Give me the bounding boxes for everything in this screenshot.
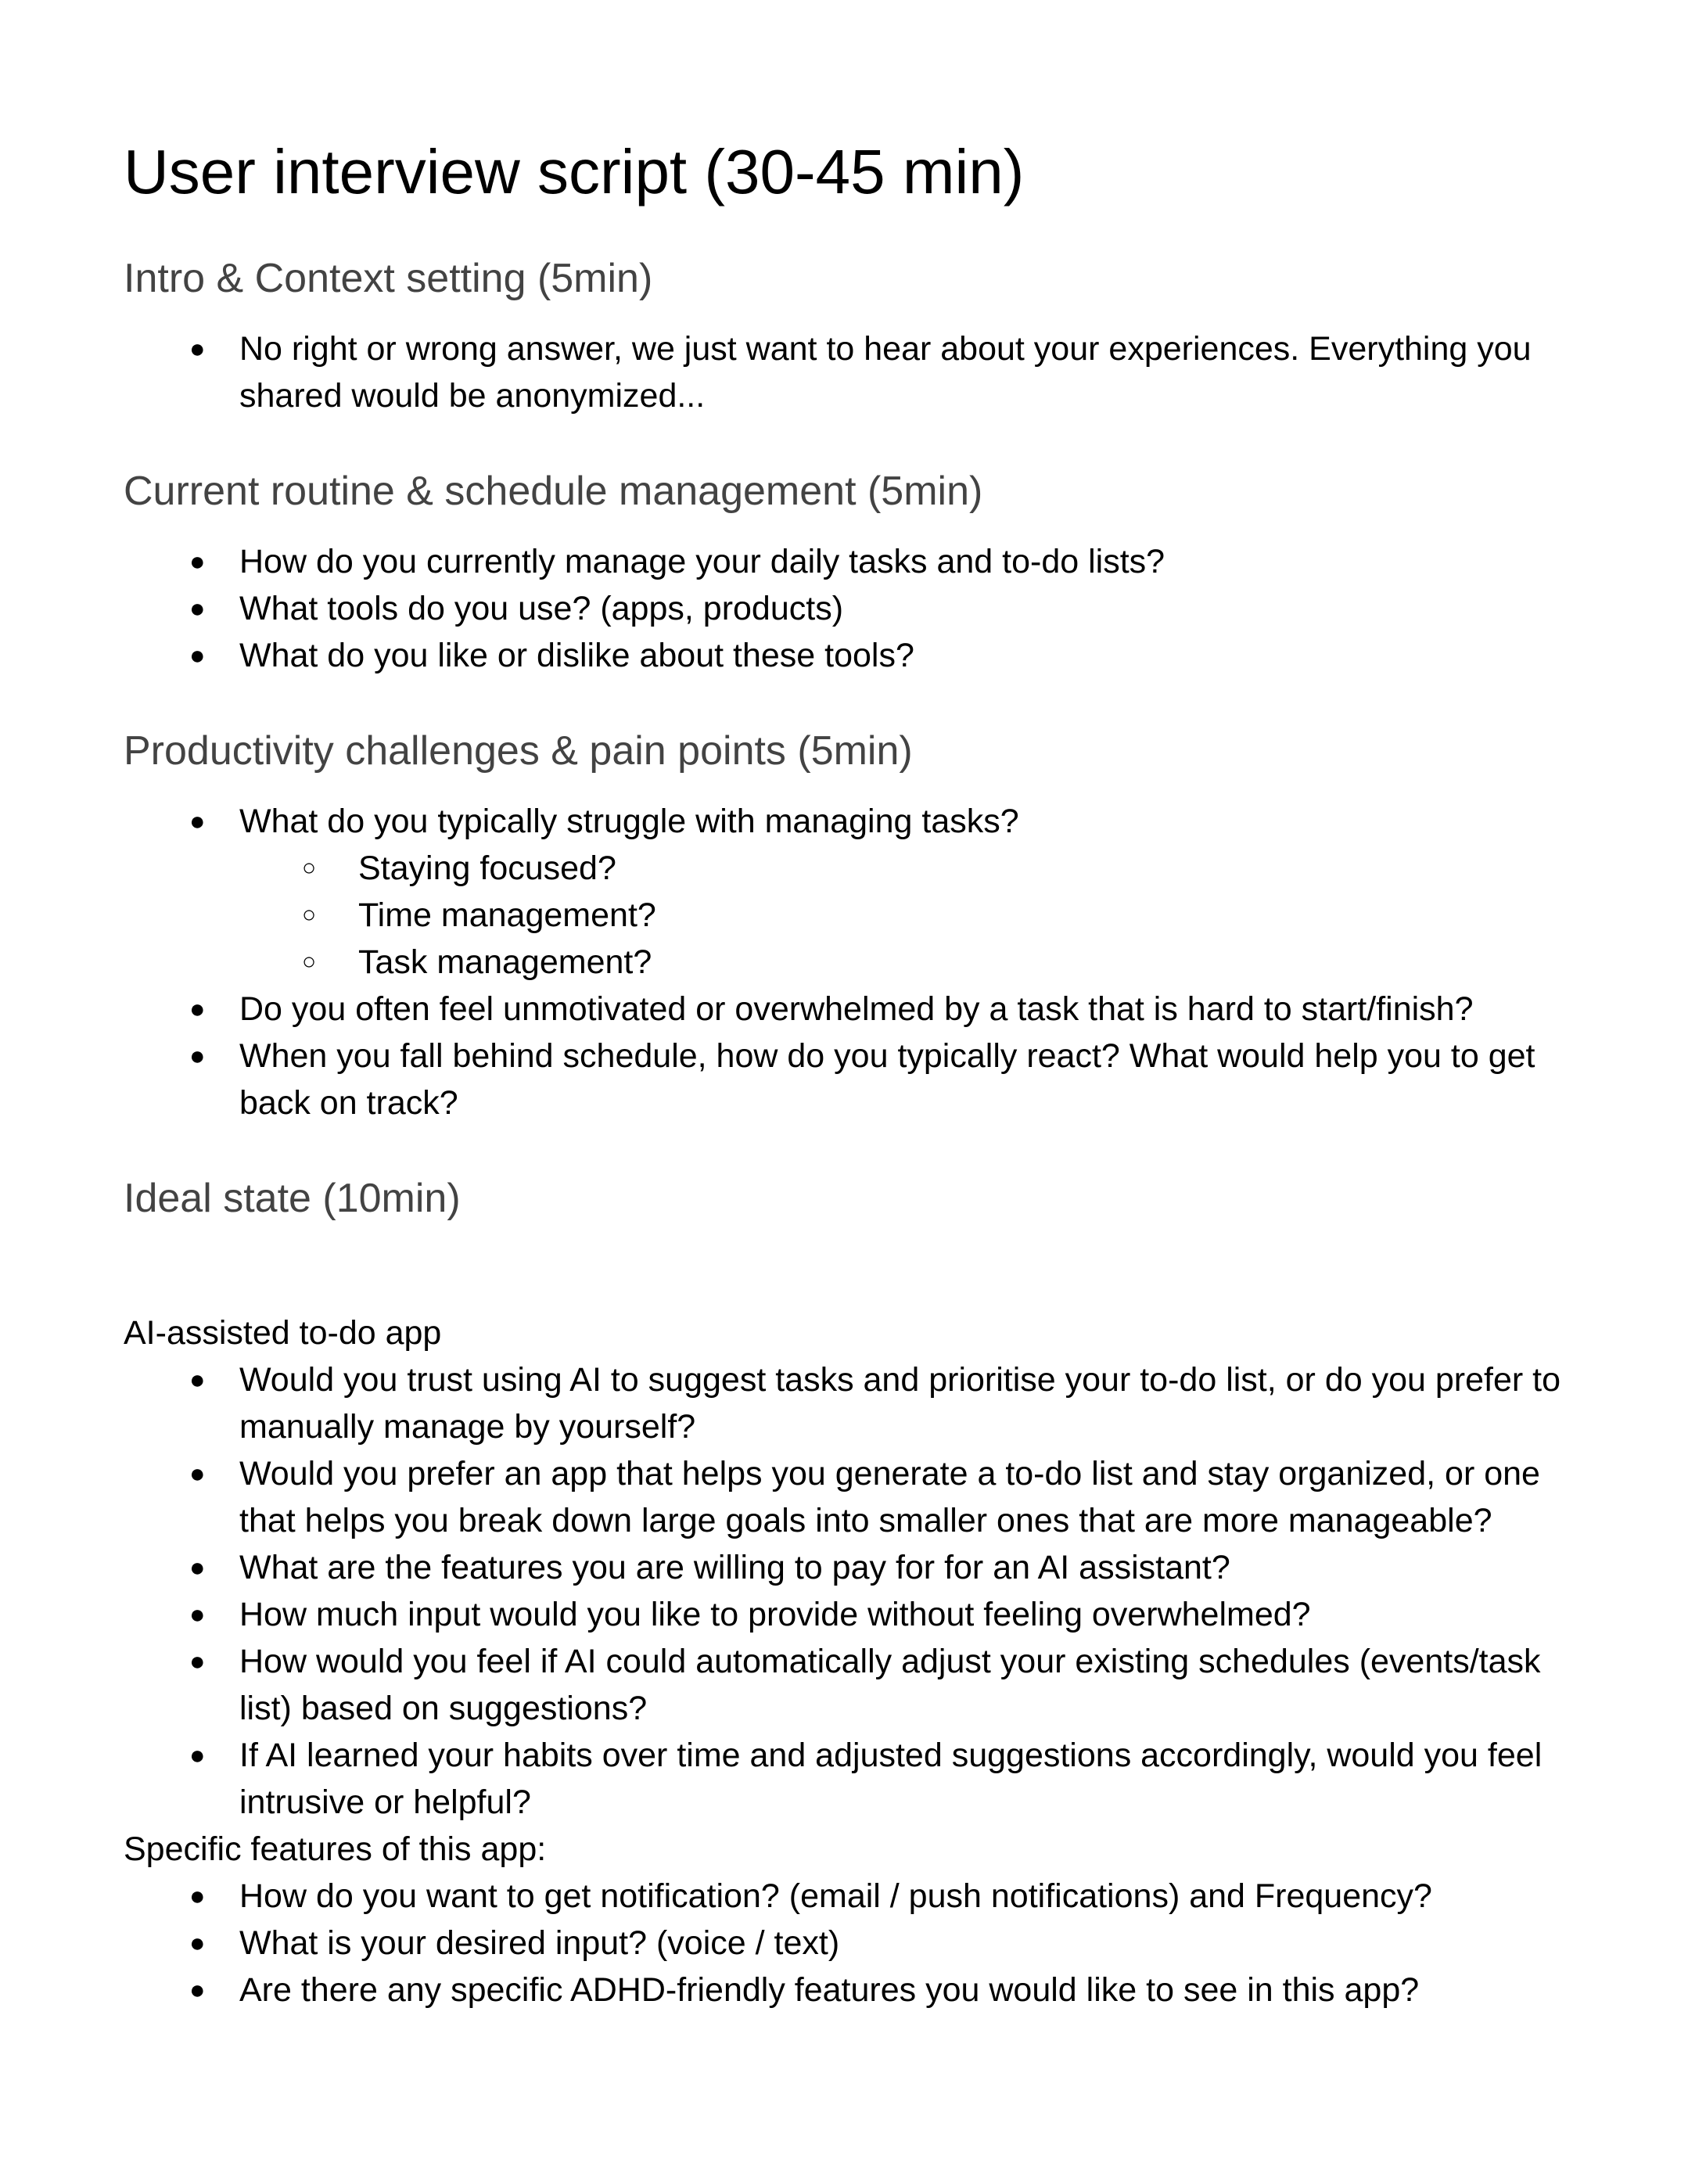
list-item	[124, 1356, 1594, 1450]
list-item	[124, 538, 1594, 585]
list-item	[124, 325, 1594, 419]
section-ideal-state	[124, 1178, 1594, 2013]
bullet-icon: ●	[189, 1975, 206, 2005]
list-item-text: What do you like or dislike about these tools?	[239, 637, 914, 674]
list-item	[124, 1920, 1594, 1967]
subsection-label: Specific features of this app:	[124, 1830, 547, 1868]
section-heading: Ideal state (10min)	[124, 1176, 461, 1221]
list-item	[124, 1450, 1594, 1544]
list-item	[124, 986, 1594, 1033]
section-intro	[124, 258, 1594, 419]
bullet-list	[124, 538, 1594, 679]
bullet-icon: ●	[189, 334, 206, 364]
bullet-icon: ●	[189, 1459, 206, 1489]
list-item-text: When you fall behind schedule, how do you typically react? What would help you to get back on track?	[239, 1037, 1535, 1122]
bullet-list	[124, 325, 1594, 419]
section-heading: Current routine & schedule management (5min)	[124, 469, 983, 514]
hollow-bullet-icon: ○	[302, 949, 317, 975]
bullet-icon: ●	[189, 806, 206, 836]
list-item-text: What are the features you are willing to pay for for an AI assistant?	[239, 1549, 1230, 1586]
hollow-bullet-icon: ○	[302, 902, 317, 928]
list-item-text: What do you typically struggle with managing tasks?	[239, 803, 1019, 840]
bullet-list	[124, 1356, 1594, 1826]
list-item	[124, 1732, 1594, 1826]
subsection-label: AI-assisted to-do app	[124, 1314, 442, 1352]
list-item-text: How would you feel if AI could automatically adjust your existing schedules (events/task list) based on suggestions?	[239, 1643, 1541, 1727]
sub-list-item	[124, 892, 1594, 939]
section-heading: Intro & Context setting (5min)	[124, 256, 653, 301]
bullet-list	[124, 1873, 1594, 2013]
list-item	[124, 1033, 1594, 1126]
bullet-icon: ●	[189, 1041, 206, 1071]
sub-list-item-text: Staying focused?	[358, 850, 616, 887]
list-item	[124, 798, 1594, 986]
list-item	[124, 1591, 1594, 1638]
bullet-icon: ●	[189, 1365, 206, 1395]
list-item	[124, 1967, 1594, 2013]
document-title: User interview script (30-45 min)	[124, 137, 1025, 207]
section-heading: Productivity challenges & pain points (5min)	[124, 728, 913, 774]
bullet-icon: ●	[189, 547, 206, 577]
list-item-text: Do you often feel unmotivated or overwhelmed by a task that is hard to start/finish?	[239, 990, 1474, 1028]
bullet-icon: ●	[189, 1928, 206, 1958]
list-item-text: How do you want to get notification? (email / push notifications) and Frequency?	[239, 1877, 1432, 1915]
section-current-routine	[124, 471, 1594, 679]
bullet-list	[124, 798, 1594, 1126]
bullet-icon: ●	[189, 1881, 206, 1911]
hollow-bullet-icon: ○	[302, 855, 317, 881]
bullet-icon: ●	[189, 594, 206, 623]
sub-list-item-text: Time management?	[358, 896, 656, 934]
list-item	[124, 1544, 1594, 1591]
bullet-icon: ●	[189, 1740, 206, 1770]
list-item-text: How much input would you like to provide without feeling overwhelmed?	[239, 1596, 1311, 1633]
list-item-text: How do you currently manage your daily tasks and to-do lists?	[239, 543, 1165, 580]
list-item	[124, 585, 1594, 632]
bullet-icon: ●	[189, 1647, 206, 1676]
list-item	[124, 632, 1594, 679]
spacer	[124, 1245, 1594, 1309]
list-item-text: Would you trust using AI to suggest tasks and prioritise your to-do list, or do you prefer to manually manage by yourself?	[239, 1361, 1561, 1446]
list-item-text: If AI learned your habits over time and adjusted suggestions accordingly, would you feel intrusive or helpful?	[239, 1737, 1543, 1821]
list-item-text: Would you prefer an app that helps you generate a to-do list and stay organized, or one that helps you break down large goals into smaller ones that are more manageable?	[239, 1455, 1540, 1539]
sub-bullet-list	[124, 845, 1594, 986]
list-item-text: Are there any specific ADHD-friendly features you would like to see in this app?	[239, 1971, 1420, 2009]
section-productivity-challenges	[124, 728, 1594, 1126]
list-item-text: No right or wrong answer, we just want to hear about your experiences. Everything you shared would be anonymized...	[239, 330, 1532, 415]
sub-list-item-text: Task management?	[358, 943, 652, 981]
sub-list-item	[124, 845, 1594, 892]
list-item	[124, 1873, 1594, 1920]
list-item-text: What is your desired input? (voice / text)	[239, 1924, 840, 1962]
sub-list-item	[124, 939, 1594, 986]
bullet-icon: ●	[189, 1600, 206, 1629]
bullet-icon: ●	[189, 994, 206, 1024]
bullet-icon: ●	[189, 1553, 206, 1582]
list-item	[124, 1638, 1594, 1732]
bullet-icon: ●	[189, 641, 206, 670]
list-item-text: What tools do you use? (apps, products)	[239, 590, 844, 627]
